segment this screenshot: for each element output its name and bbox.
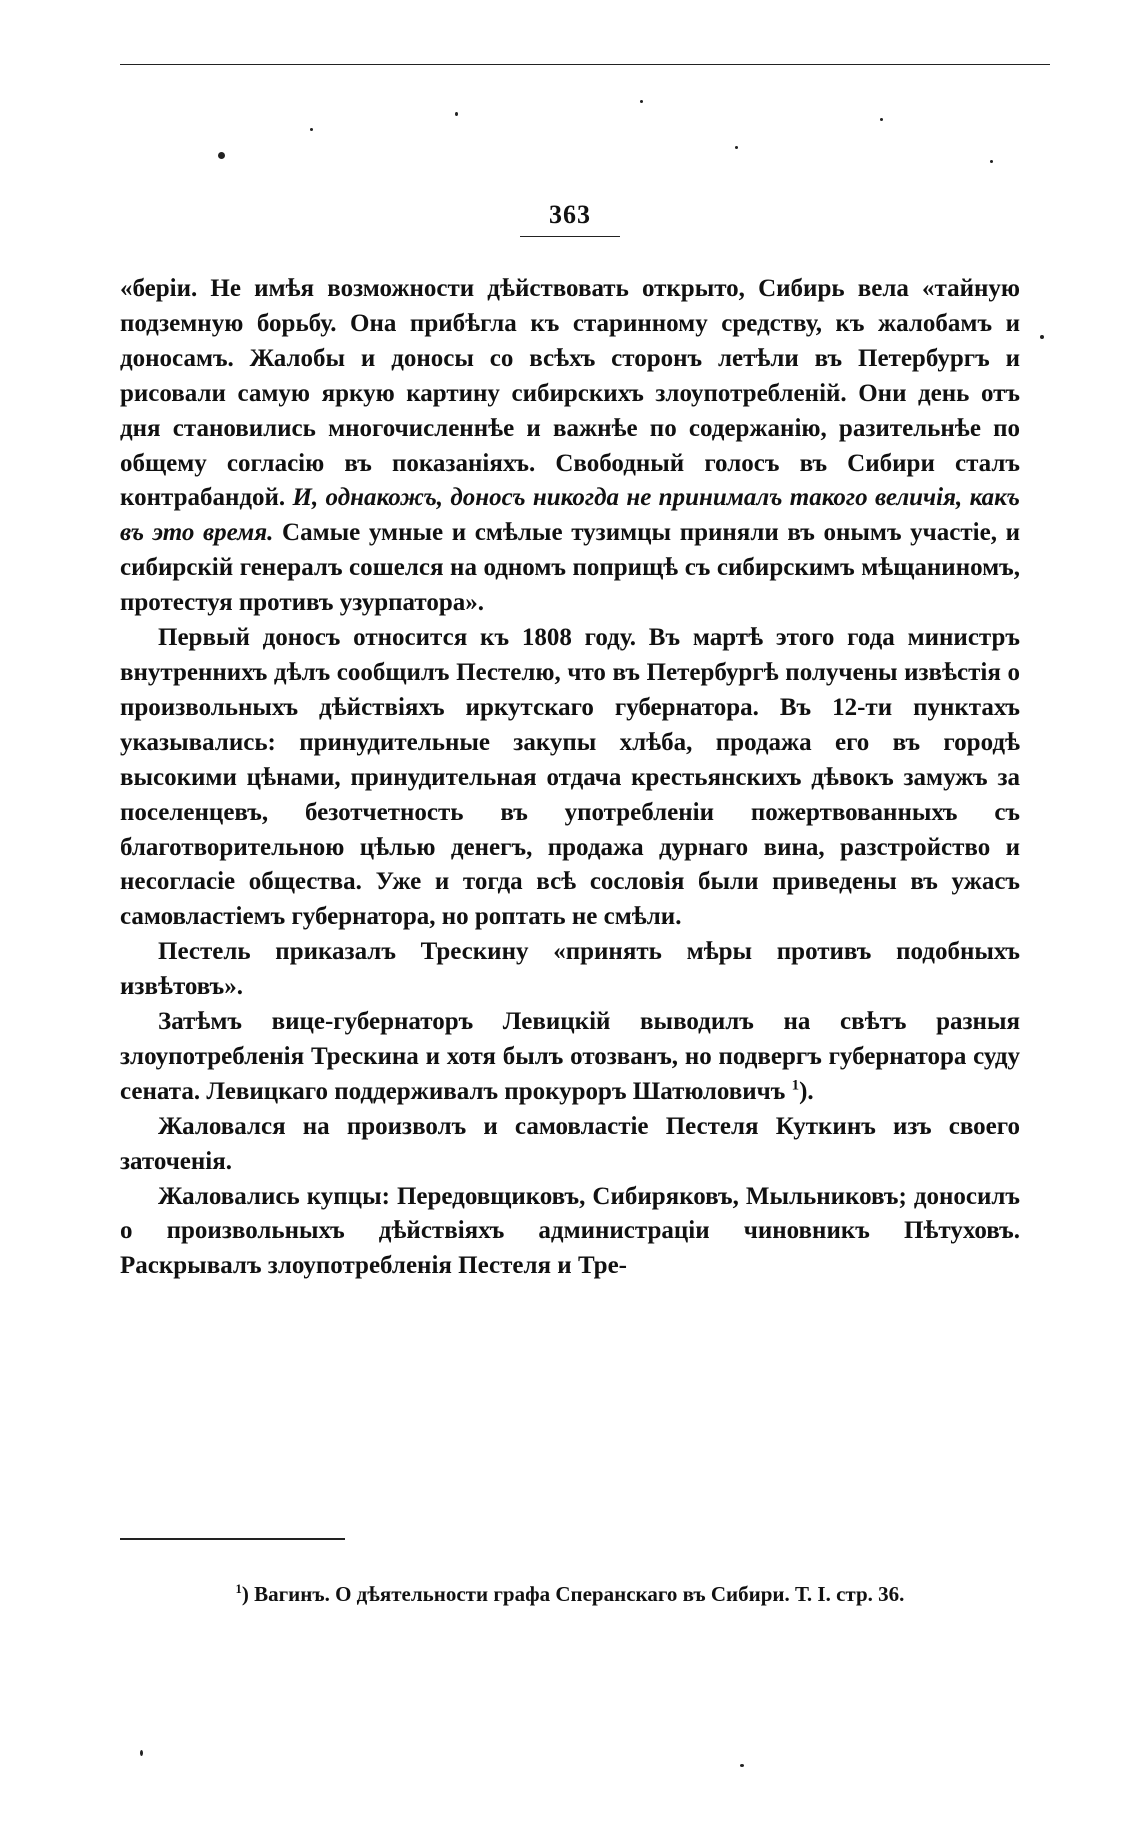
scan-speck — [455, 112, 458, 116]
quote-text-start: «беріи. Не имѣя возможности дѣйствовать открыто, Сибирь вела «тайную подземную борьбу. Она прибѣгла къ старинному средству, къ жалобамъ и доносамъ. Жалобы и доносы со всѣхъ сторонъ летѣли въ Петербургъ и рисовали самую яркую картину сибирскихъ злоупотребленій. Они день отъ дня становились многочисленнѣе и важнѣе по содержанію, разительнѣе по общему согласію въ показаніяхъ. Свободный голосъ въ Сибири сталъ контрабандой. — [120, 275, 1020, 512]
footnote-text: ) Вагинъ. О дѣятельности графа Сперанскаго въ Сибири. Т. I. стр. 36. — [241, 1582, 905, 1606]
footnote-marker: 1 — [235, 1582, 242, 1596]
scan-speck — [640, 100, 643, 103]
page-number-rule — [520, 236, 620, 237]
scan-speck — [140, 1750, 143, 1756]
paragraph-levitsky-text: Затѣмъ вице-губернаторъ Левицкій выводилъ на свѣтъ разныя злоупотребленія Трескина и хотя былъ отозванъ, но подвергъ губернатора суду сената. Левицкаго поддерживалъ прокуроръ Шатюловичъ — [120, 1008, 1020, 1105]
scan-speck — [735, 146, 738, 149]
scan-speck — [310, 128, 313, 131]
quote-text-end: Самые умные и смѣлые тузимцы приняли въ онымъ участіе, и сибирскій генералъ сошелся на одномъ поприщѣ съ сибирскимъ мѣщаниномъ, протестуя противъ узурпатора». — [120, 519, 1021, 617]
footnote-rule — [120, 1538, 345, 1540]
paragraph-pestel-order: Пестель приказалъ Трескину «принять мѣры противъ подобныхъ извѣтовъ». — [120, 938, 1020, 1001]
body-text — [120, 272, 1020, 1284]
scan-speck — [990, 160, 993, 163]
top-rule — [120, 64, 1050, 65]
paragraph-levitsky-end: ). — [799, 1077, 814, 1105]
paragraph-first-denunciation: Первый доносъ относится къ 1808 году. Въ мартѣ этого года министръ внутреннихъ дѣлъ сообщилъ Пестелю, что въ Петербургѣ получены извѣстія о произвольныхъ дѣйствіяхъ иркутскаго губернатора. Въ 12-ти пунктахъ указывались: принудительные закупы хлѣба, продажа его въ городѣ высокими цѣнами, принудительная отдача крестьянскихъ дѣвокъ замужъ за поселенцевъ, безотчетность въ употребленіи пожертвованныхъ съ благотворительною цѣлью денегъ, продажа дурнаго вина, разстройство и несогласіе общества. Уже и тогда всѣ сословія были приведены въ ужасъ самовластіемъ губернатора, но роптать не смѣли. — [120, 624, 1020, 931]
quote-emphasis: И, однакожъ, доносъ никогда не принималъ такого величія, какъ въ это время. — [120, 484, 1020, 547]
page-number: 363 — [549, 200, 591, 229]
scan-speck — [880, 118, 883, 121]
scan-speck — [218, 152, 225, 159]
scan-speck — [1040, 335, 1044, 339]
footnote — [0, 1582, 1140, 1607]
paragraph-kutkin: Жаловался на произволъ и самовластіе Пестеля Куткинъ изъ своего заточенія. — [120, 1112, 1020, 1175]
paragraph-quote — [120, 272, 1020, 621]
paragraph-merchants: Жаловались купцы: Передовщиковъ, Сибиряковъ, Мыльниковъ; доносилъ о произвольныхъ дѣйствіяхъ администраціи чиновникъ Пѣтуховъ. Раскрывалъ злоупотребленія Пестеля и Тре- — [120, 1182, 1020, 1280]
scan-speck — [740, 1764, 744, 1767]
paragraph-levitsky — [120, 1005, 1020, 1110]
footnote-reference: 1 — [791, 1077, 800, 1094]
